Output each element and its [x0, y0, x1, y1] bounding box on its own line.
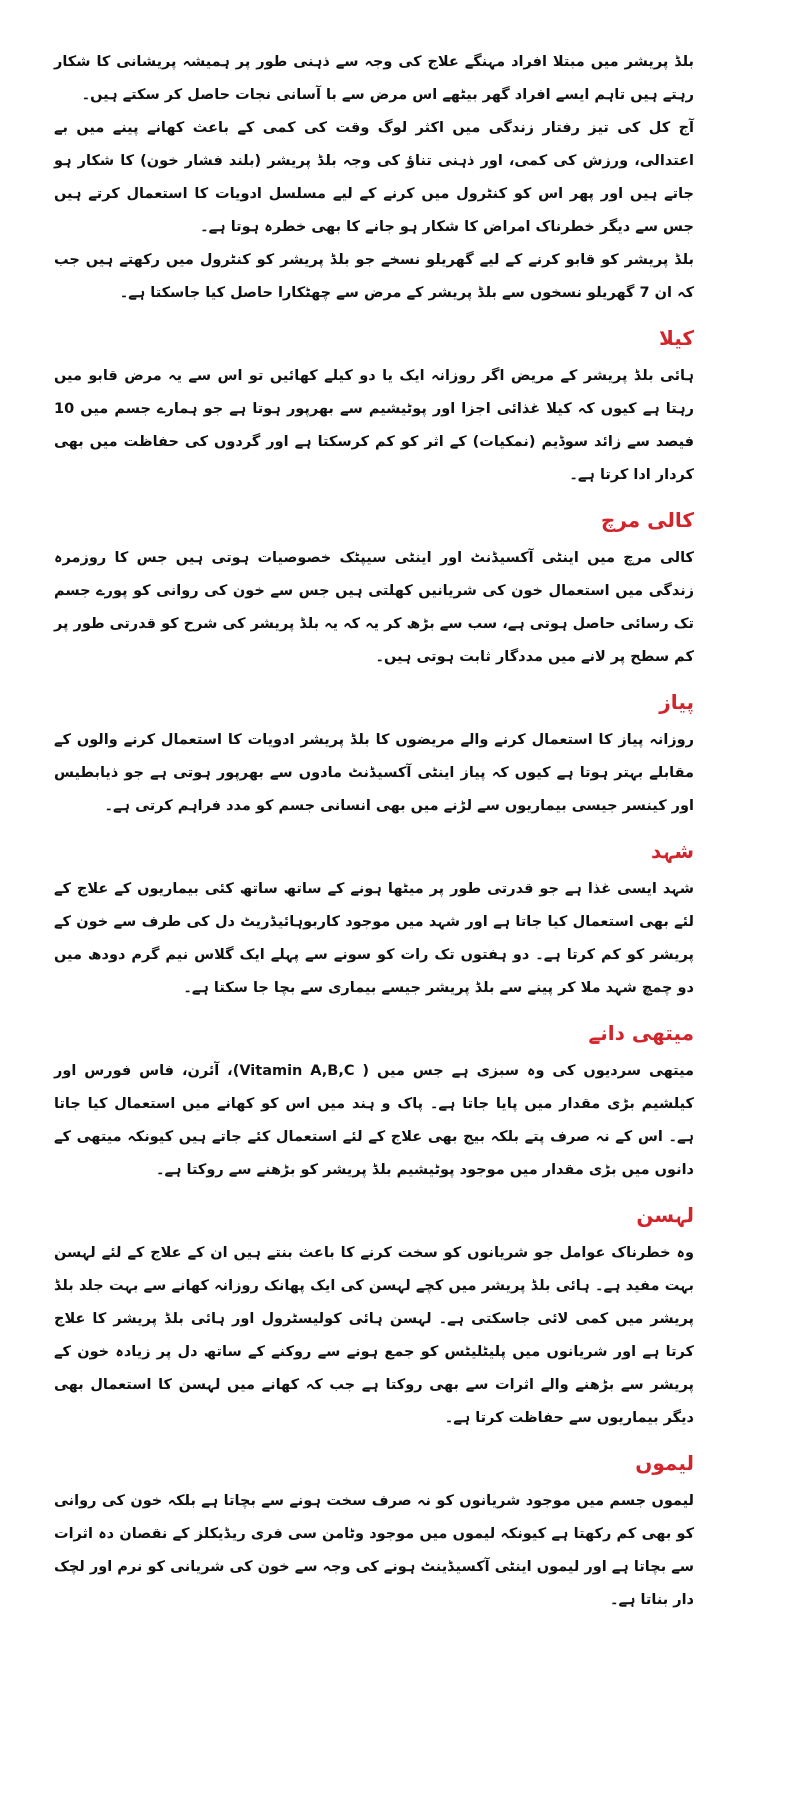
section-text-garlic: وہ خطرناک عوامل جو شریانوں کو سخت کرنے کا باعث بنتے ہیں ان کے علاج کے لئے لہسن بہت مفید ہے۔ ہائی بلڈ پریشر میں کچے لہسن کی ایک پھانک روزانہ کھانے سے بہت جلد بلڈ پریشر میں کمی لائی جاسکتی ہے۔ لہسن ہائی کولیسٹرول اور ہائی بلڈ پریشر کا علاج کرتا ہے اور شریانوں میں پلیٹلیٹس کو جمع ہونے سے روکنے کے ساتھ دل پر زیادہ خون کے پریشر سے بڑھنے والے اثرات سے بھی روکتا ہے جب کہ کھانے میں لہسن کا استعمال بھی دیگر بیماریوں سے حفاظت کرتا ہے۔: [54, 1245, 694, 1426]
intro-paragraph-2: آج کل کی تیز رفتار زندگی میں اکثر لوگ وقت کی کمی کے باعث کھانے پینے میں بے اعتدالی، ورزش کی کمی، اور ذہنی تناؤ کی وجہ بلڈ پریشر (بلند فشار خون) کا شکار ہو جاتے ہیں اور پھر اس کو کنٹرول میں کرنے کے لیے مسلسل ادویات کا استعمال کرتے ہیں جس سے دیگر خطرناک امراض کا شکار ہو جانے کا بھی خطرہ ہوتا ہے۔: [54, 120, 694, 235]
section-heading-black-pepper: کالی مرچ: [600, 508, 694, 532]
article: [54, 46, 694, 1617]
intro-paragraph-3: بلڈ پریشر کو قابو کرنے کے لیے گھریلو نسخے جو بلڈ پریشر کو کنٹرول میں رکھتے ہیں جب کہ ان 7 گھریلو نسخوں سے بلڈ پریشر کے مرض سے چھٹکارا حاصل کیا جاسکتا ہے۔: [54, 252, 694, 301]
section-text-black-pepper: کالی مرچ میں اینٹی آکسیڈنٹ اور اینٹی سیپٹک خصوصیات ہوتی ہیں جس کا روزمرہ زندگی میں استعمال خون کی شریانیں کھلتی ہیں جس سے خون کی روانی کو پورے جسم تک رسائی حاصل ہوتی ہے، سب سے بڑھ کر یہ کہ یہ بلڈ پریشر کی شرح کو قدرتی طور پر کم سطح پر لانے میں مددگار ثابت ہوتی ہیں۔: [54, 550, 694, 665]
section-heading-lemon: لیموں: [635, 1451, 694, 1475]
section-heading-fenugreek: میتھی دانے: [588, 1021, 694, 1045]
section-heading-honey: شہد: [651, 839, 694, 863]
intro-paragraph-1: بلڈ پریشر میں مبتلا افراد مہنگے علاج کی وجہ سے ذہنی طور پر ہمیشہ پریشانی کا شکار رہتے ہیں تاہم ایسے افراد گھر بیٹھے اس مرض سے با آسانی نجات حاصل کر سکتے ہیں۔: [54, 54, 694, 103]
section-text-lemon: لیموں جسم میں موجود شریانوں کو نہ صرف سخت ہونے سے بچاتا ہے بلکہ خون کی روانی کو بھی کم رکھتا ہے کیونکہ لیموں میں موجود وٹامن سی فری ریڈیکلز کے نقصان دہ اثرات سے بچاتا ہے اور لیموں اینٹی آکسیڈینٹ ہونے کی وجہ سے خون کی شریانی کو نرم اور لچک دار بناتا ہے۔: [54, 1493, 694, 1608]
section-text-onion: روزانہ پیاز کا استعمال کرنے والے مریضوں کا بلڈ پریشر ادویات کا استعمال کرنے والوں کے مقابلے بہتر ہوتا ہے کیوں کہ پیاز اینٹی آکسیڈنٹ مادوں سے بھرپور ہوتی ہے جو ذیابطیس اور کینسر جیسی بیماریوں سے لڑنے میں بھی انسانی جسم کو مدد فراہم کرتی ہے۔: [54, 732, 694, 814]
section-heading-garlic: لہسن: [636, 1203, 694, 1227]
section-heading-banana: کیلا: [659, 326, 694, 350]
section-text-banana: ہائی بلڈ پریشر کے مریض اگر روزانہ ایک یا دو کیلے کھائیں تو اس سے یہ مرض قابو میں رہتا ہے کیوں کہ کیلا غذائی اجزا اور پوٹیشیم سے بھرپور ہوتا ہے جو ہمارے جسم میں 10 فیصد سے زائد سوڈیم (نمکیات) کے اثر کو کم کرسکتا ہے اور گردوں کی حفاظت میں بھی کردار ادا کرتا ہے۔: [54, 368, 694, 483]
section-text-fenugreek: میتھی سردیوں کی وہ سبزی ہے جس میں ( Vitamin A,B,C)، آئرن، فاس فورس اور کیلشیم بڑی مقدار میں پایا جاتا ہے۔ پاک و ہند میں اس کو کھانے میں استعمال کیا جاتا ہے۔ اس کے نہ صرف پتے بلکہ بیج بھی علاج کے لئے استعمال کئے جاتے ہیں کیونکہ میتھی کے دانوں میں بڑی مقدار میں موجود پوٹیشیم بلڈ پریشر کو بڑھنے سے روکتا ہے۔: [54, 1063, 694, 1178]
section-heading-onion: پیاز: [659, 690, 694, 714]
section-text-honey: شہد ایسی غذا ہے جو قدرتی طور پر میٹھا ہونے کے ساتھ ساتھ کئی بیماریوں کے علاج کے لئے بھی استعمال کیا جاتا ہے اور شہد میں موجود کاربوہائیڈریٹ دل کی طرف سے خون کے پریشر کو کم کرتا ہے۔ دو ہفتوں تک رات کو سونے سے پہلے ایک گلاس نیم گرم دودھ میں دو چمچ شہد ملا کر پینے سے بلڈ پریشر جیسے بیماری سے بچا جا سکتا ہے۔: [54, 881, 694, 996]
